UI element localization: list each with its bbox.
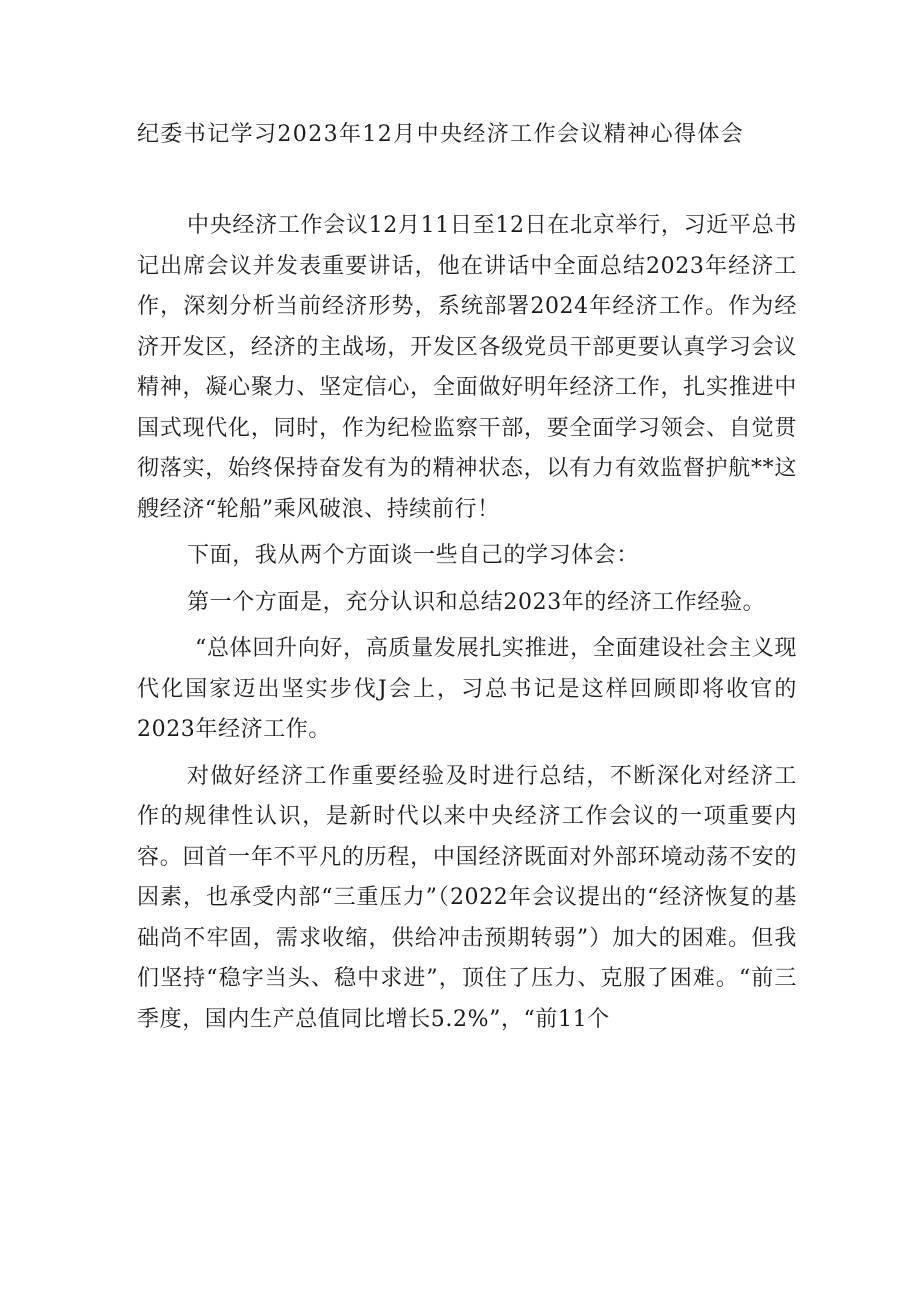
paragraph-outline: 下面，我从两个方面谈一些自己的学习体会： [187, 543, 640, 568]
paragraph-section-one-heading: 第一个方面是，充分认识和总结2023年的经济工作经验。 [187, 589, 766, 615]
paragraph-review: 对做好经济工作重要经验及时进行总结，不断深化对经济工作的规律性认识，是新时代以来中央经济工作会议的一项重要内容。回首一年不平凡的历程，中国经济既面对外部环境动荡不安的因素，也承受内部“三重压力”（2022年会议提出的“经济恢复的基础尚不牢固，需求收缩，供给冲击预期转弱”）加大的困难。但我们坚持“稳字当头、稳中求进”，顶住了压力、克服了困难。“前三季度，国内生产总值同比增长5.2%”，“前11个 [137, 763, 797, 1032]
document-title: 纪委书记学习2023年12月中央经济工作会议精神心得体会 [137, 122, 745, 147]
paragraph-quote: “总体回升向好，高质量发展扎实推进，全面建设社会主义现代化国家迈出坚实步伐J会上，习总书记是这样回顾即将收官的2023年经济工作。 [137, 636, 797, 742]
document-body [137, 206, 797, 1040]
paragraph-intro: 中央经济工作会议12月11日至12日在北京举行，习近平总书记出席会议并发表重要讲话，他在讲话中全面总结2023年经济工作，深刻分析当前经济形势，系统部署2024年经济工作。作为经济开发区，经济的主战场，开发区各级党员干部更要认真学习会议精神，凝心聚力、坚定信心，全面做好明年经济工作，扎实推进中国式现代化，同时，作为纪检监察干部，要全面学习领会、自觉贯彻落实，始终保持奋发有为的精神状态，以有力有效监督护航**这艘经济“轮船”乘风破浪、持续前行！ [137, 213, 797, 522]
